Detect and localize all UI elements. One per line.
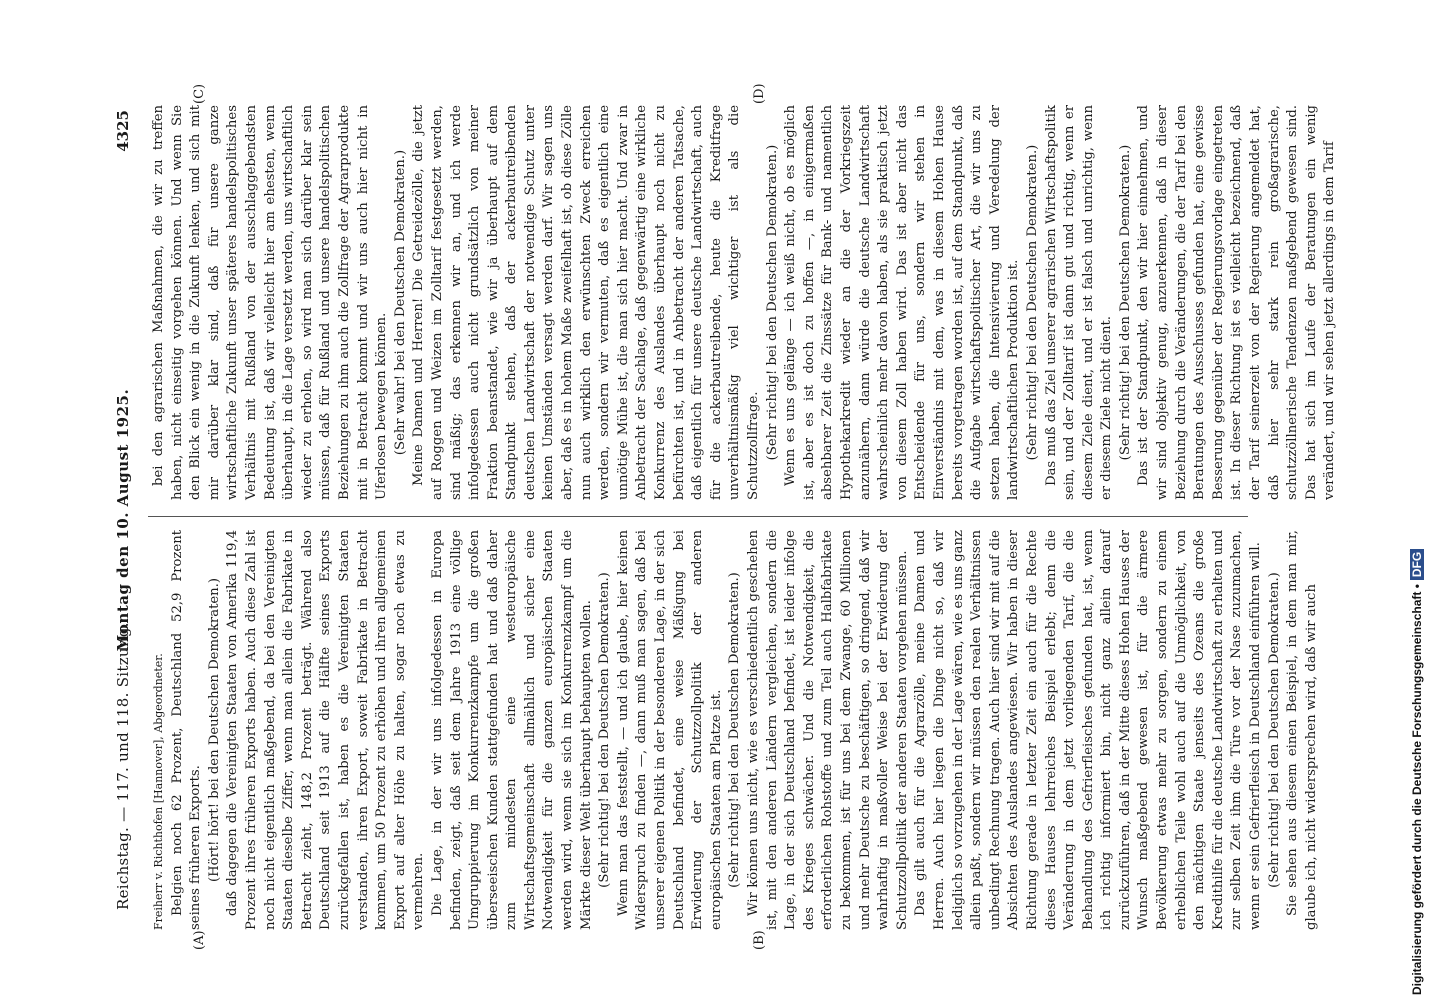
margin-marker-d: (D): [752, 83, 767, 104]
digitization-credit: [1404, 0, 1432, 1000]
paragraph: daß dagegen die Vereinigten Staaten von Amerika 119,4 Prozent ihres früheren Exports haben. Auch diese Zahl ist noch nicht eigentlich maßgebend, da bei den Vereinigten Staaten dieselbe Ziffer, wenn man allein die Fabrikate in Betracht zieht, 148,2 Prozent beträgt. Während also Deutschland seit 1913 auf die Hälfte seines Exports zurückgefallen ist, haben es die Vereinigten Staaten verstanden, ihren Export, soweit Fabrikate in Betracht kommen, um 50 Prozent zu erhöhen und ihren allgemeinen Export auf alter Höhe zu halten, sogar noch etwas zu vermehren.: [225, 530, 427, 930]
left-column: [150, 530, 1321, 930]
interjection: (Sehr richtig! bei den Deutschen Demokraten.): [1024, 144, 1040, 461]
interjection: (Sehr richtig! bei den Deutschen Demokraten.): [727, 572, 743, 888]
paragraph: Wenn es uns gelänge — ich weiß nicht, ob es möglich ist, aber es ist doch zu hoffen —, in einigermaßen absehbarer Zeit die Zinssätze für Bank- und namentlich Hypothekarkredit wieder an die der Vorkriegszeit anzunähern, dann würde die deutsche Landwirtschaft wahrscheinlich mehr davon haben, als sie praktisch jetzt von diesem Zoll haben wird. Das ist aber nicht das Entscheidende für uns, sondern wir stehen in Einverständnis mit dem, was in diesem Hohen Hause bereits vorgetragen worden ist, auf dem Standpunkt, daß die Aufgabe wirtschaftspolitischer Art, die wir uns zu setzen haben, die Intensivierung und Veredelung der landwirtschaftlichen Produktion ist.: [783, 105, 1022, 500]
header-session: Reichstag. — 117. und 118. Sitzung.: [114, 622, 132, 910]
paragraph: Die Lage, in der wir uns infolgedessen in Europa befinden, zeigt, daß seit dem Jahre 1913 eine völlige Umgruppierung im Konkurrenzkampfe um die großen überseeischen Kunden stattgefunden hat und daß daher zum mindesten eine westeuropäische Wirtschaftsgemeinschaft allmählich und sicher eine Notwendigkeit für die ganzen europäischen Staaten werden wird, wenn sie sich im Konkurrenzkampf um die Märkte dieser Welt überhaupt behaupten wollen.: [429, 530, 594, 930]
paragraph: bei den agrarischen Maßnahmen, die wir zu treffen haben, nicht einseitig vorgehen können. Und wenn Sie den Blick ein wenig in die Zukunft lenken, und sich mit mir darüber klar sind, daß für unsere ganze wirtschaftliche Zukunft unser späteres handelspolitisches Verhältnis mit Rußland von der ausschlaggebendsten Bedeutung ist, daß wir vielleicht hier am ehesten, wenn überhaupt, in die Lage versetzt werden, uns wirtschaftlich wieder zu erholen, so wird man sich darüber klar sein müssen, daß für Rußland und unsere handelspolitischen Beziehungen zu ihm auch die Zollfrage der Agrarprodukte mit in Betracht kommt und wir uns auch hier nicht in Uferlosen bewegen können.: [151, 105, 390, 500]
margin-marker-a: (A): [192, 930, 207, 950]
page-number: 4325: [114, 110, 132, 152]
interjection: (Sehr richtig! bei den Deutschen Demokraten.): [1266, 572, 1282, 888]
credit-text: Digitalisierung gefördert durch die Deutsche Forschungsgemeinschaft •: [1410, 584, 1424, 995]
paragraph: Meine Damen und Herren! Die Getreidezölle, die jetzt auf Roggen und Weizen im Zolltarif festgesetzt werden, sind mäßig; das erkennen wir an, und ich werde infolgedessen auch nicht grundsätzlich von meiner Fraktion beanstandet, wie wir ja überhaupt auf dem Standpunkt stehen, daß der ackerbautreibenden deutschen Landwirtschaft der notwendige Schutz unter keinen Umständen versagt werden darf. Wir sagen uns aber, daß es in hohem Maße zweifelhaft ist, ob diese Zölle nun auch wirklich den erwünschten Zweck erreichen werden, sondern wir vermuten, daß es eigentlich eine unnötige Mühe ist, die man sich hier macht. Und zwar in Anbetracht der Sachlage, daß gegenwärtig eine wirkliche Konkurrenz des Auslandes überhaupt noch nicht zu befürchten ist, und in Anbetracht der anderen Tatsache, daß eigentlich für unsere deutsche Landwirtschaft, auch für die ackerbautreibende, heute die Kreditfrage unverhältnismäßig viel wichtiger ist als die Schutzzollfrage.: [411, 105, 761, 500]
paragraph: Belgien noch 62 Prozent, Deutschland 52,9 Prozent seines früheren Exports.: [169, 530, 204, 930]
interjection: (Hört! hört! bei den Deutschen Demokraten.): [206, 578, 222, 883]
paragraph: Wenn man das feststellt, — und ich glaube, hier keinen Widerspruch zu finden —, dann muß man sagen, daß bei unserer eigenen Politik in der besonderen Lage, in der sich Deutschland befindet, eine weise Mäßigung bei Erwiderung der Schutzzollpolitik der anderen europäischen Staaten am Platze ist.: [615, 530, 724, 930]
interjection: (Sehr richtig! bei den Deutschen Demokraten.): [1117, 144, 1133, 461]
paragraph: Sie sehen aus diesem einen Beispiel, in dem man mir, glaube ich, nicht widersprechen wird, daß wir auch: [1285, 530, 1319, 930]
paragraph: Wir können uns nicht, wie es verschiedentlich geschehen ist, mit den anderen Ländern vergleichen, sondern die Lage, in der sich Deutschland befindet, ist leider infolge des Krieges schwächer. Und die Notwendigkeit, die erforderlichen Rohstoffe und zum Teil auch Halbfabrikate zu bekommen, ist für uns bei dem Zwange, 60 Millionen und mehr Deutsche zu beschäftigen, so dringend, daß wir wahrhaftig in maßvoller Weise bei der Erwiderung der Schutzzollpolitik der anderen Staaten vorgehen müssen.: [746, 530, 910, 930]
dfg-logo: DFG: [1410, 549, 1424, 580]
interjection: (Sehr richtig! bei den Deutschen Demokraten.): [764, 144, 780, 461]
paragraph: Das ist der Standpunkt, den wir hier einnehmen, und wir sind objektiv genug, anzuerkennen, daß in dieser Beziehung durch die Veränderungen, die der Tarif bei den Beratungen des Ausschusses gefunden hat, eine gewisse Besserung gegenüber der Regierungsvorlage eingetreten ist. In dieser Richtung ist es vielleicht bezeichnend, daß der Tarif seinerzeit von der Regierung angemeldet hat, daß hier sehr stark rein großagrarische, schutzzöllnerische Tendenzen maßgebend gewesen sind. Das hat sich im Laufe der Beratungen ein wenig verändert, und wir sehen jetzt allerdings in dem Tarif: [1136, 105, 1338, 500]
margin-marker-b: (B): [752, 930, 767, 950]
column-divider: [148, 516, 1248, 517]
right-column: [150, 105, 1340, 500]
page-header: [112, 90, 142, 950]
document-page: [112, 83, 1338, 950]
interjection: (Sehr wahr! bei den Deutschen Demokraten.): [392, 149, 408, 456]
interjection: (Sehr richtig! bei den Deutschen Demokraten.): [597, 572, 613, 888]
paragraph: Das muß das Ziel unserer agrarischen Wirtschaftspolitik sein, und der Zolltarif ist dann gut und richtig, wenn er diesem Ziele dient, und er ist falsch und unrichtig, wenn er diesem Ziele nicht dient.: [1043, 105, 1115, 500]
paragraph: Das gilt auch für die Agrarzölle, meine Damen und Herren. Auch hier liegen die Dinge nicht so, daß wir lediglich so vorzugehen in der Lage wären, wie es uns ganz allein paßt, sondern wir müssen den realen Verhältnissen unbedingt Rechnung tragen. Auch hier sind wir mit auf die Absichten des Auslandes angewiesen. Wir haben in dieser Richtung gerade in letzter Zeit ein auch für die Rechte dieses Hauses lehrreiches Beispiel erlebt; denn die Veränderung in dem jetzt vorliegenden Tarif, die die Behandlung des Gefrierfleisches gefunden hat, ist, wenn ich richtig informiert bin, nicht ganz allein darauf zurückzuführen, daß in der Mitte dieses Hohen Hauses der Wunsch maßgebend gewesen ist, für die ärmere Bevölkerung etwas mehr zu sorgen, sondern zu einem erheblichen Teile wohl auch auf die Unmöglichkeit, von den mächtigen Staate jenseits des Ozeans die große Kredithilfe für die deutsche Landwirtschaft zu erhalten und zur selben Zeit ihm die Türe vor der Nase zuzumachen, wenn er sein Gefrierfleisch in Deutschland einführen will.: [913, 529, 1264, 930]
margin-marker-c: (C): [192, 83, 207, 104]
speaker-line: Freiherr v. Richthofen [Hannover], Abgeordneter.: [152, 653, 165, 930]
header-date: Montag den 10. August 1925.: [114, 388, 132, 652]
